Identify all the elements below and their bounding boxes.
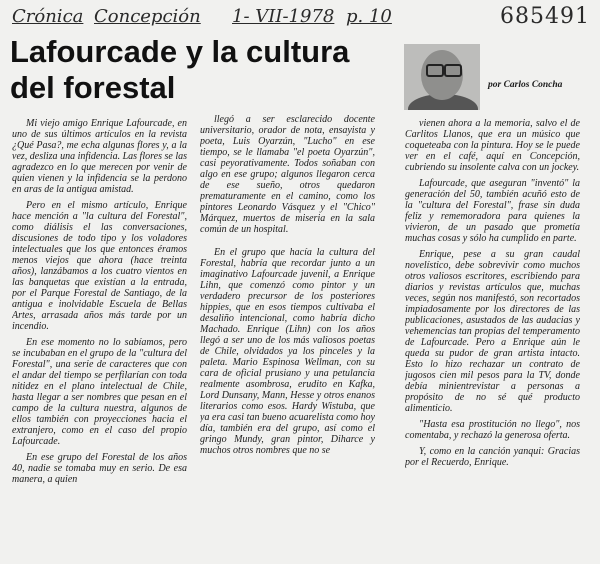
paragraph: Enrique, pese a su gran caudal novelístico, debe sobrevivir como muchos otros valiosos escritores, escribiendo para diarios y revistas artículos que, muchas veces, según nos manifestó, son recortados impiadosamente por los directores de las publicaciones, asustados de las audacias y vehemencias tan propias del temperamento de Lafourcade. Pero a Enrique aún le queda su pudor de gran artista intacto. Esto lo hizo rechazar un contrato de jugosos cien mil pesos para la TV, donde debía minientrevistar a personas a propósito de no sé qué producto alimenticio. [405,249,580,414]
paragraph: vienen ahora a la memoria, salvo el de Carlitos Llanos, que era un músico que coqueteaba con la pintura. Hoy se le puede ver en el café, aquí en Concepción, cubriendo su insolente calva con un jockey. [405,118,580,173]
paragraph: Pero en el mismo artículo, Enrique hace mención a "la cultura del Forestal", como diálisis el las conversaciones, discusiones de todo tipo y los voladores intelectuales que los que entonces éramos menos viejos que ahora (hace treinta años), lanzábamos a los cuatro vientos en las banquetas que existían a la entrada, por el Parque Forestal de Santiago, de la antigua e inolvidable Escuela de Bellas Artes, arrasada años más tarde por un incendio. [12,200,187,332]
paragraph: llegó a ser esclarecido docente universitario, orador de nota, ensayista y poeta, Luis Oyarzún, "Lucho" en ese tiempo, se le llamaba "el poeta Oyarzún", casi peyorativamente. Todos soñaban con algo en ese grupo; algunos llegaron cerca de ese sueño, otros quedaron prematuramente en el camino, como los pintores Leonardo Vásquez y el "Chico" Márquez, muertos de miseria en la sala común de un hospital. [200,114,375,235]
byline: por Carlos Concha [488,80,563,90]
paragraph: Y, como en la canción yanqui: Gracias por el Recuerdo, Enrique. [405,446,580,468]
article-title: Lafourcade y la cultura del forestal [10,34,350,105]
paragraph: "Hasta esa prostitución no llego", nos comentaba, y rechazó la generosa oferta. [405,419,580,441]
article-column-2 [200,114,375,560]
paragraph: Mi viejo amigo Enrique Lafourcade, en uno de sus últimos artículos en la revista ¿Qué Pasa?, me echa algunas flores y, a la vez, desliza una infidencia. Las flores se las agradezco en lo que merecen por venir de quien vienen y la infidencia se la perdono en aras de la antigua amistad. [12,118,187,195]
catalog-number: 685491 [500,4,590,29]
author-photo [404,44,480,110]
handwritten-annotation [10,4,590,30]
paragraph: En ese grupo del Forestal de los años 40, nadie se tomaba muy en serio. De esa manera, a quien [12,452,187,485]
article-column-1 [12,118,187,564]
paragraph: En el grupo que hacía la cultura del Forestal, habría que recordar junto a un imaginativo Lafourcade juvenil, a Enrique Lihn, que comenzó como pintor y un verdadero precursor de los posteriores hippies, que en esos tiempos cultivaba el desaliño intencional, como habría dicho Machado. Enrique (Lihn) con los años llegó a ser uno de los más valiosos poetas de Chile, olvidados ya los pinceles y la paleta. Mario Espinosa Wellman, con su cara de oficial prusiano y una petulancia realmente asombrosa, erudito en Kafka, Lord Dunsany, Mann, Hesse y otros enanos literarios como esos. Hardy Wistuba, que ya era casi tan bueno acuarelista como hoy día, también era del grupo, así como el gringo Mundy, gran pintor, Diharce y muchos otros nombres que no se [200,247,375,456]
city-name: Concepción [94,6,201,27]
paragraph: Lafourcade, que aseguran "inventó" la generación del 50, también acuñó esto de la "cultura del Forestal", frase sin duda feliz y rememoradora para quienes la vivieron, de un pasado que prometía muchas cosas y sólo ha cumplido en parte. [405,178,580,244]
article-column-3 [405,118,580,564]
publication-name: Crónica [12,6,84,27]
page-number: p. 10 [346,6,392,27]
publication-date: 1- VII-1978 [232,6,335,27]
paragraph: En ese momento no lo sabíamos, pero se incubaban en el grupo de la "cultura del Forestal", una serie de caracteres que con el andar del tiempo se perfilarían con toda nitidez en el plano intelectual de Chile, hasta llegar a ser nombres que pesan en el campo de la cultura nuestra, algunos de ellos también con proyecciones hacia el extranjero, como en el caso del propio Lafourcade. [12,337,187,447]
